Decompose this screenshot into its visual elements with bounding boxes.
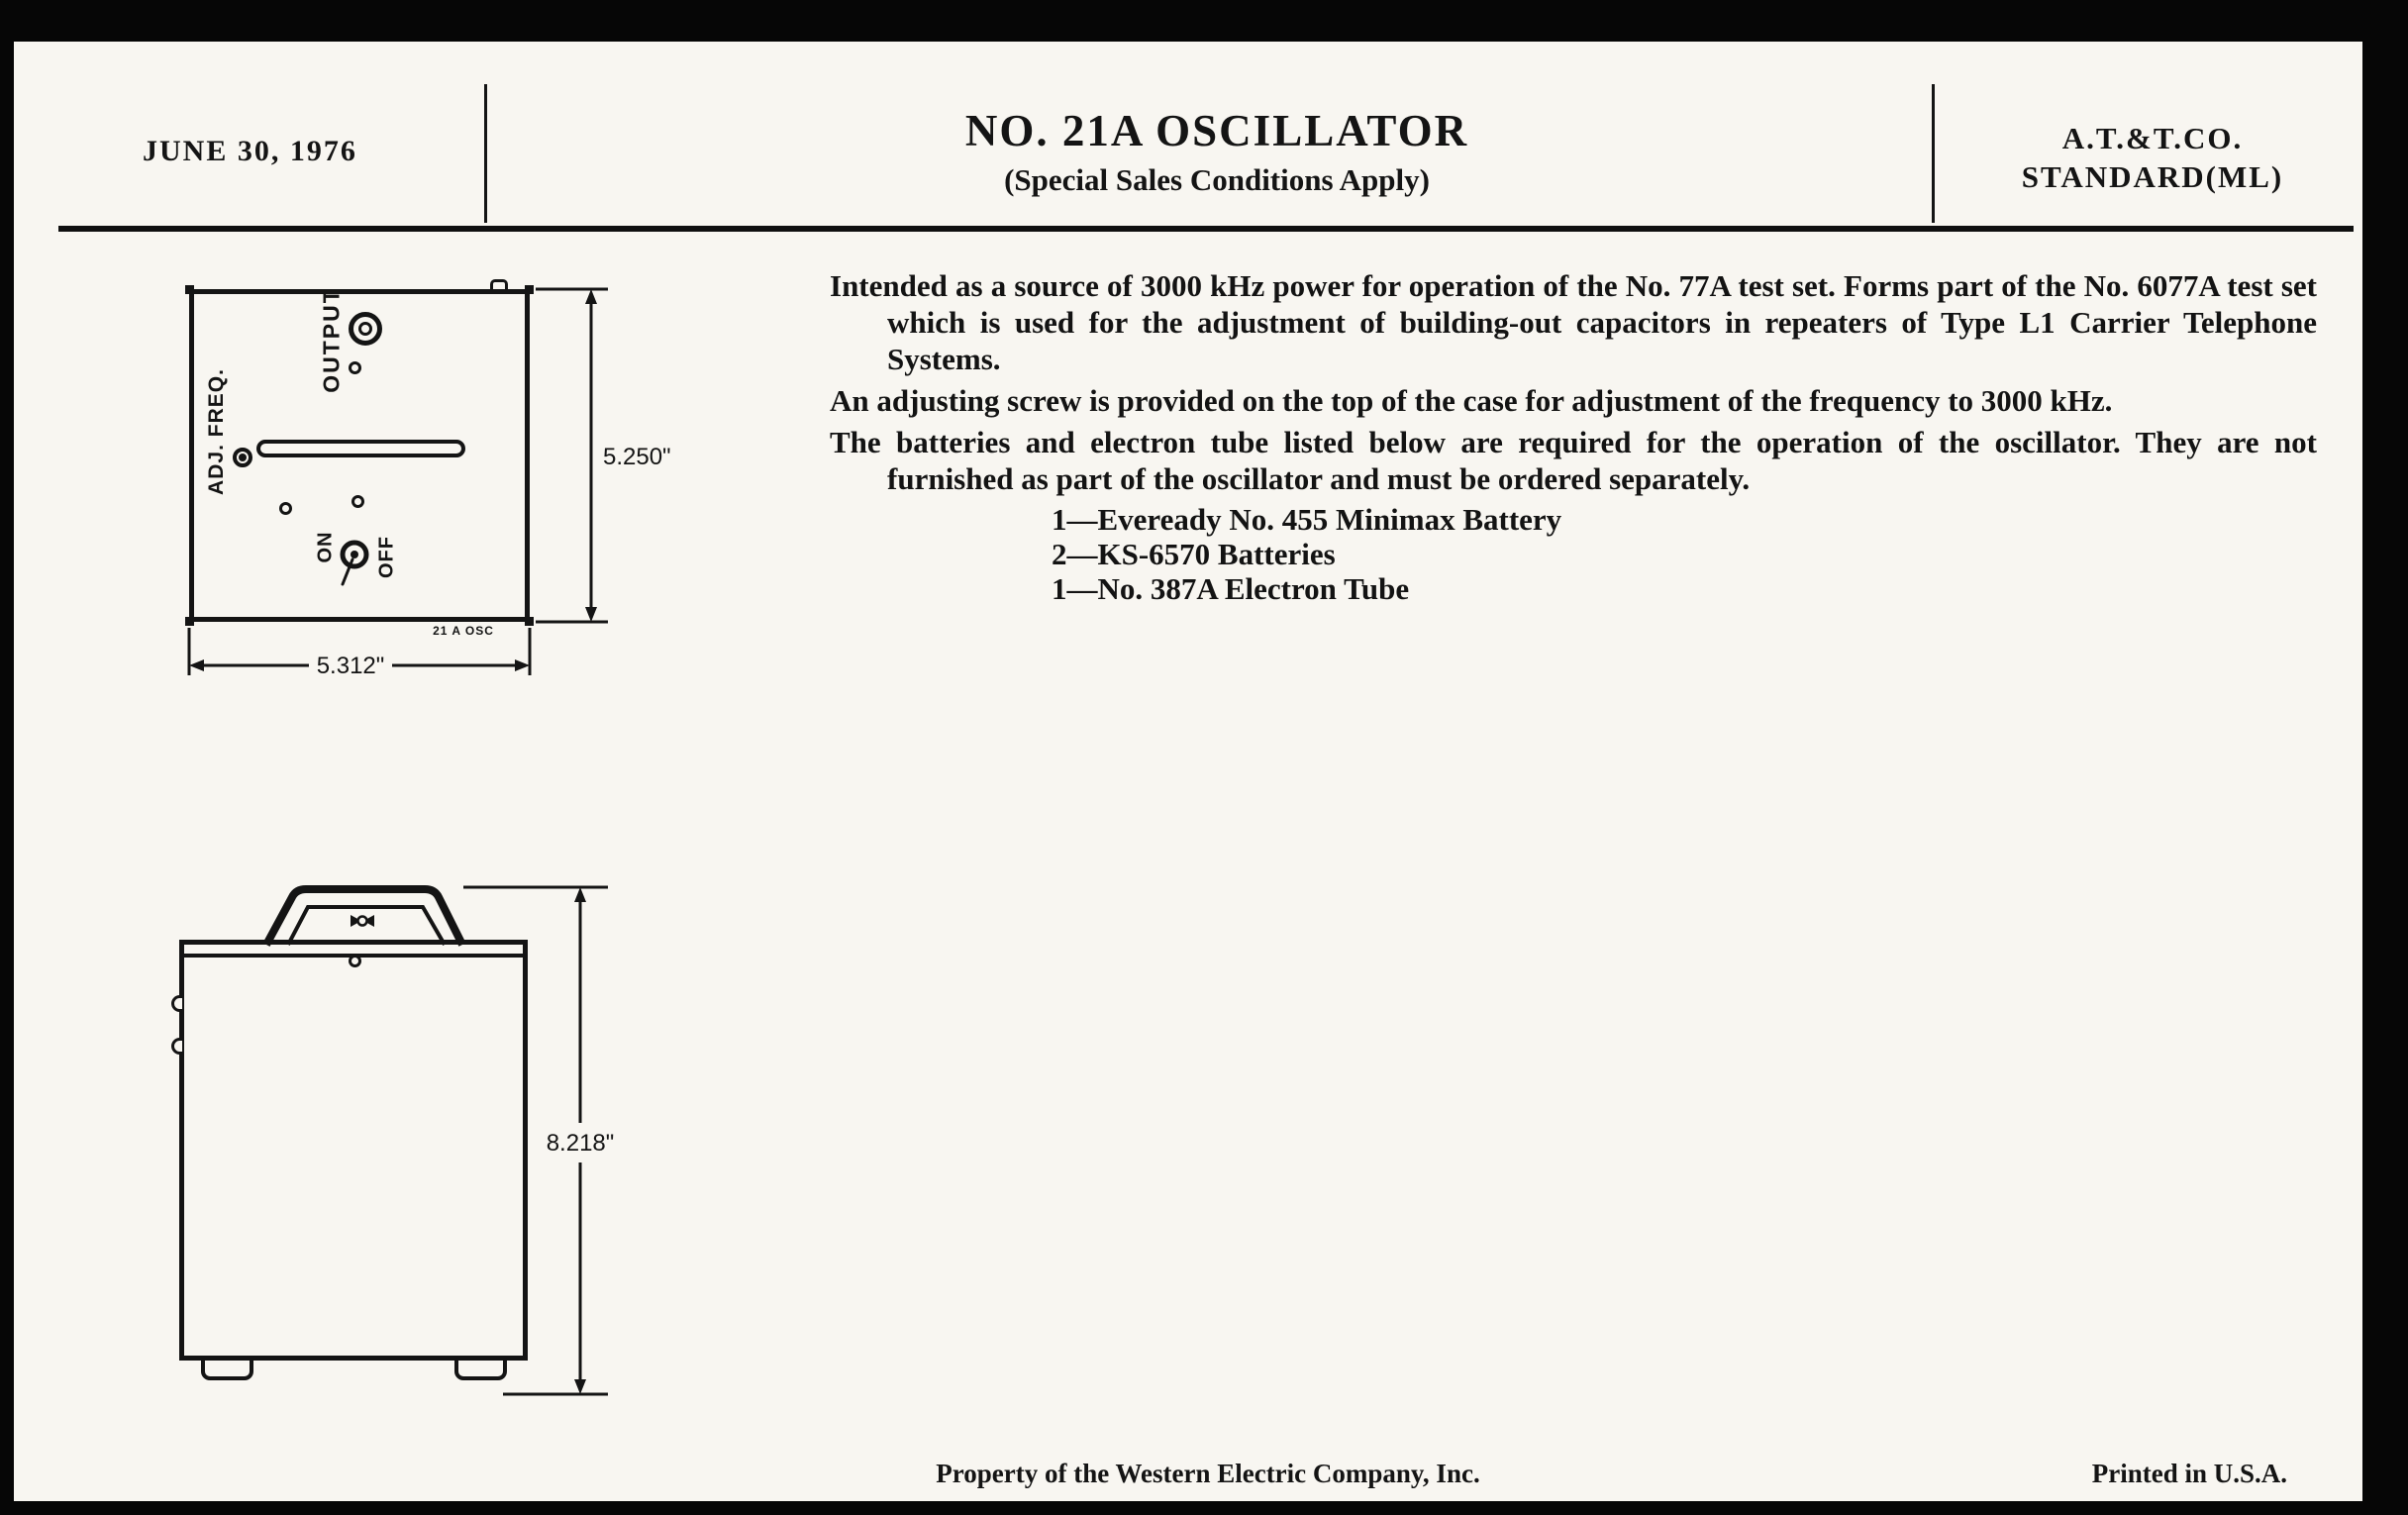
property-notice: Property of the Western Electric Company, Inc.: [936, 1459, 1480, 1488]
panel-screw-icon: [279, 502, 292, 515]
title-block: [509, 107, 1925, 198]
standard-label: STANDARD(ML): [2021, 159, 2284, 194]
output-label: OUTPUT: [318, 287, 345, 393]
paragraph-adjustment: An adjusting screw is provided on the top of the case for adjustment of the frequency to 3000 kHz.: [830, 383, 2113, 418]
off-label: OFF: [375, 536, 398, 578]
tuning-slot: [256, 440, 465, 457]
panel-screw-icon: [349, 361, 361, 374]
list-item: 2—KS-6570 Batteries: [1052, 537, 1336, 571]
issue-date: JUNE 30, 1976: [143, 135, 357, 167]
height-dim-label: 5.250": [603, 444, 671, 470]
header-divider-right: [1932, 84, 1935, 223]
paragraph-requirements: The batteries and electron tube listed below are required for the operation of the oscillator. They are not furnished as part of the oscillator and must be ordered separately.: [830, 425, 2317, 496]
panel-screw-icon: [351, 495, 364, 508]
printed-notice: Printed in U.S.A.: [2091, 1459, 2287, 1488]
paragraph-purpose: Intended as a source of 3000 kHz power for operation of the No. 77A test set. Forms part of the No. 6077A test set which is used for the adjustment of building-out capacitors in repeaters of Type L1 Carrier Telephone Systems.: [830, 268, 2317, 376]
page-subtitle: (Special Sales Conditions Apply): [1004, 162, 1430, 197]
hinge-bump-icon: [171, 995, 182, 1012]
front-panel-view: [162, 279, 717, 705]
depth-dimension: [459, 881, 667, 1406]
model-stamp: 21 A OSC: [433, 624, 494, 638]
side-case-view: [152, 873, 677, 1428]
hinge-bump-icon: [171, 1038, 182, 1055]
list-item: 1—No. 387A Electron Tube: [1052, 571, 1410, 606]
adjusting-screw-icon: [490, 279, 508, 291]
output-jack-center-icon: [358, 322, 372, 336]
depth-dim-label: 8.218": [546, 1130, 615, 1157]
header-rule: [58, 226, 2354, 232]
corner-mark-icon: [185, 617, 194, 626]
adj-freq-point-icon: [239, 454, 247, 461]
adj-freq-label: ADJ. FREQ.: [205, 368, 228, 495]
org-name: A.T.&T.CO.: [2061, 121, 2244, 155]
header-divider-left: [484, 84, 487, 223]
org-block: [1955, 119, 2351, 196]
width-dim-label: 5.312": [316, 653, 385, 679]
description-column: [830, 267, 2317, 606]
page-title: NO. 21A OSCILLATOR: [964, 106, 1469, 155]
case-foot: [201, 1361, 253, 1380]
required-items-list: [830, 502, 2317, 606]
corner-mark-icon: [185, 285, 194, 294]
corner-mark-icon: [525, 285, 534, 294]
width-dimension: [172, 626, 549, 697]
case-screw-icon: [349, 955, 361, 967]
on-label: ON: [314, 531, 337, 563]
height-dimension: [534, 283, 702, 636]
document-page: [14, 42, 2362, 1501]
corner-mark-icon: [525, 617, 534, 626]
list-item: 1—Eveready No. 455 Minimax Battery: [1052, 502, 1562, 537]
